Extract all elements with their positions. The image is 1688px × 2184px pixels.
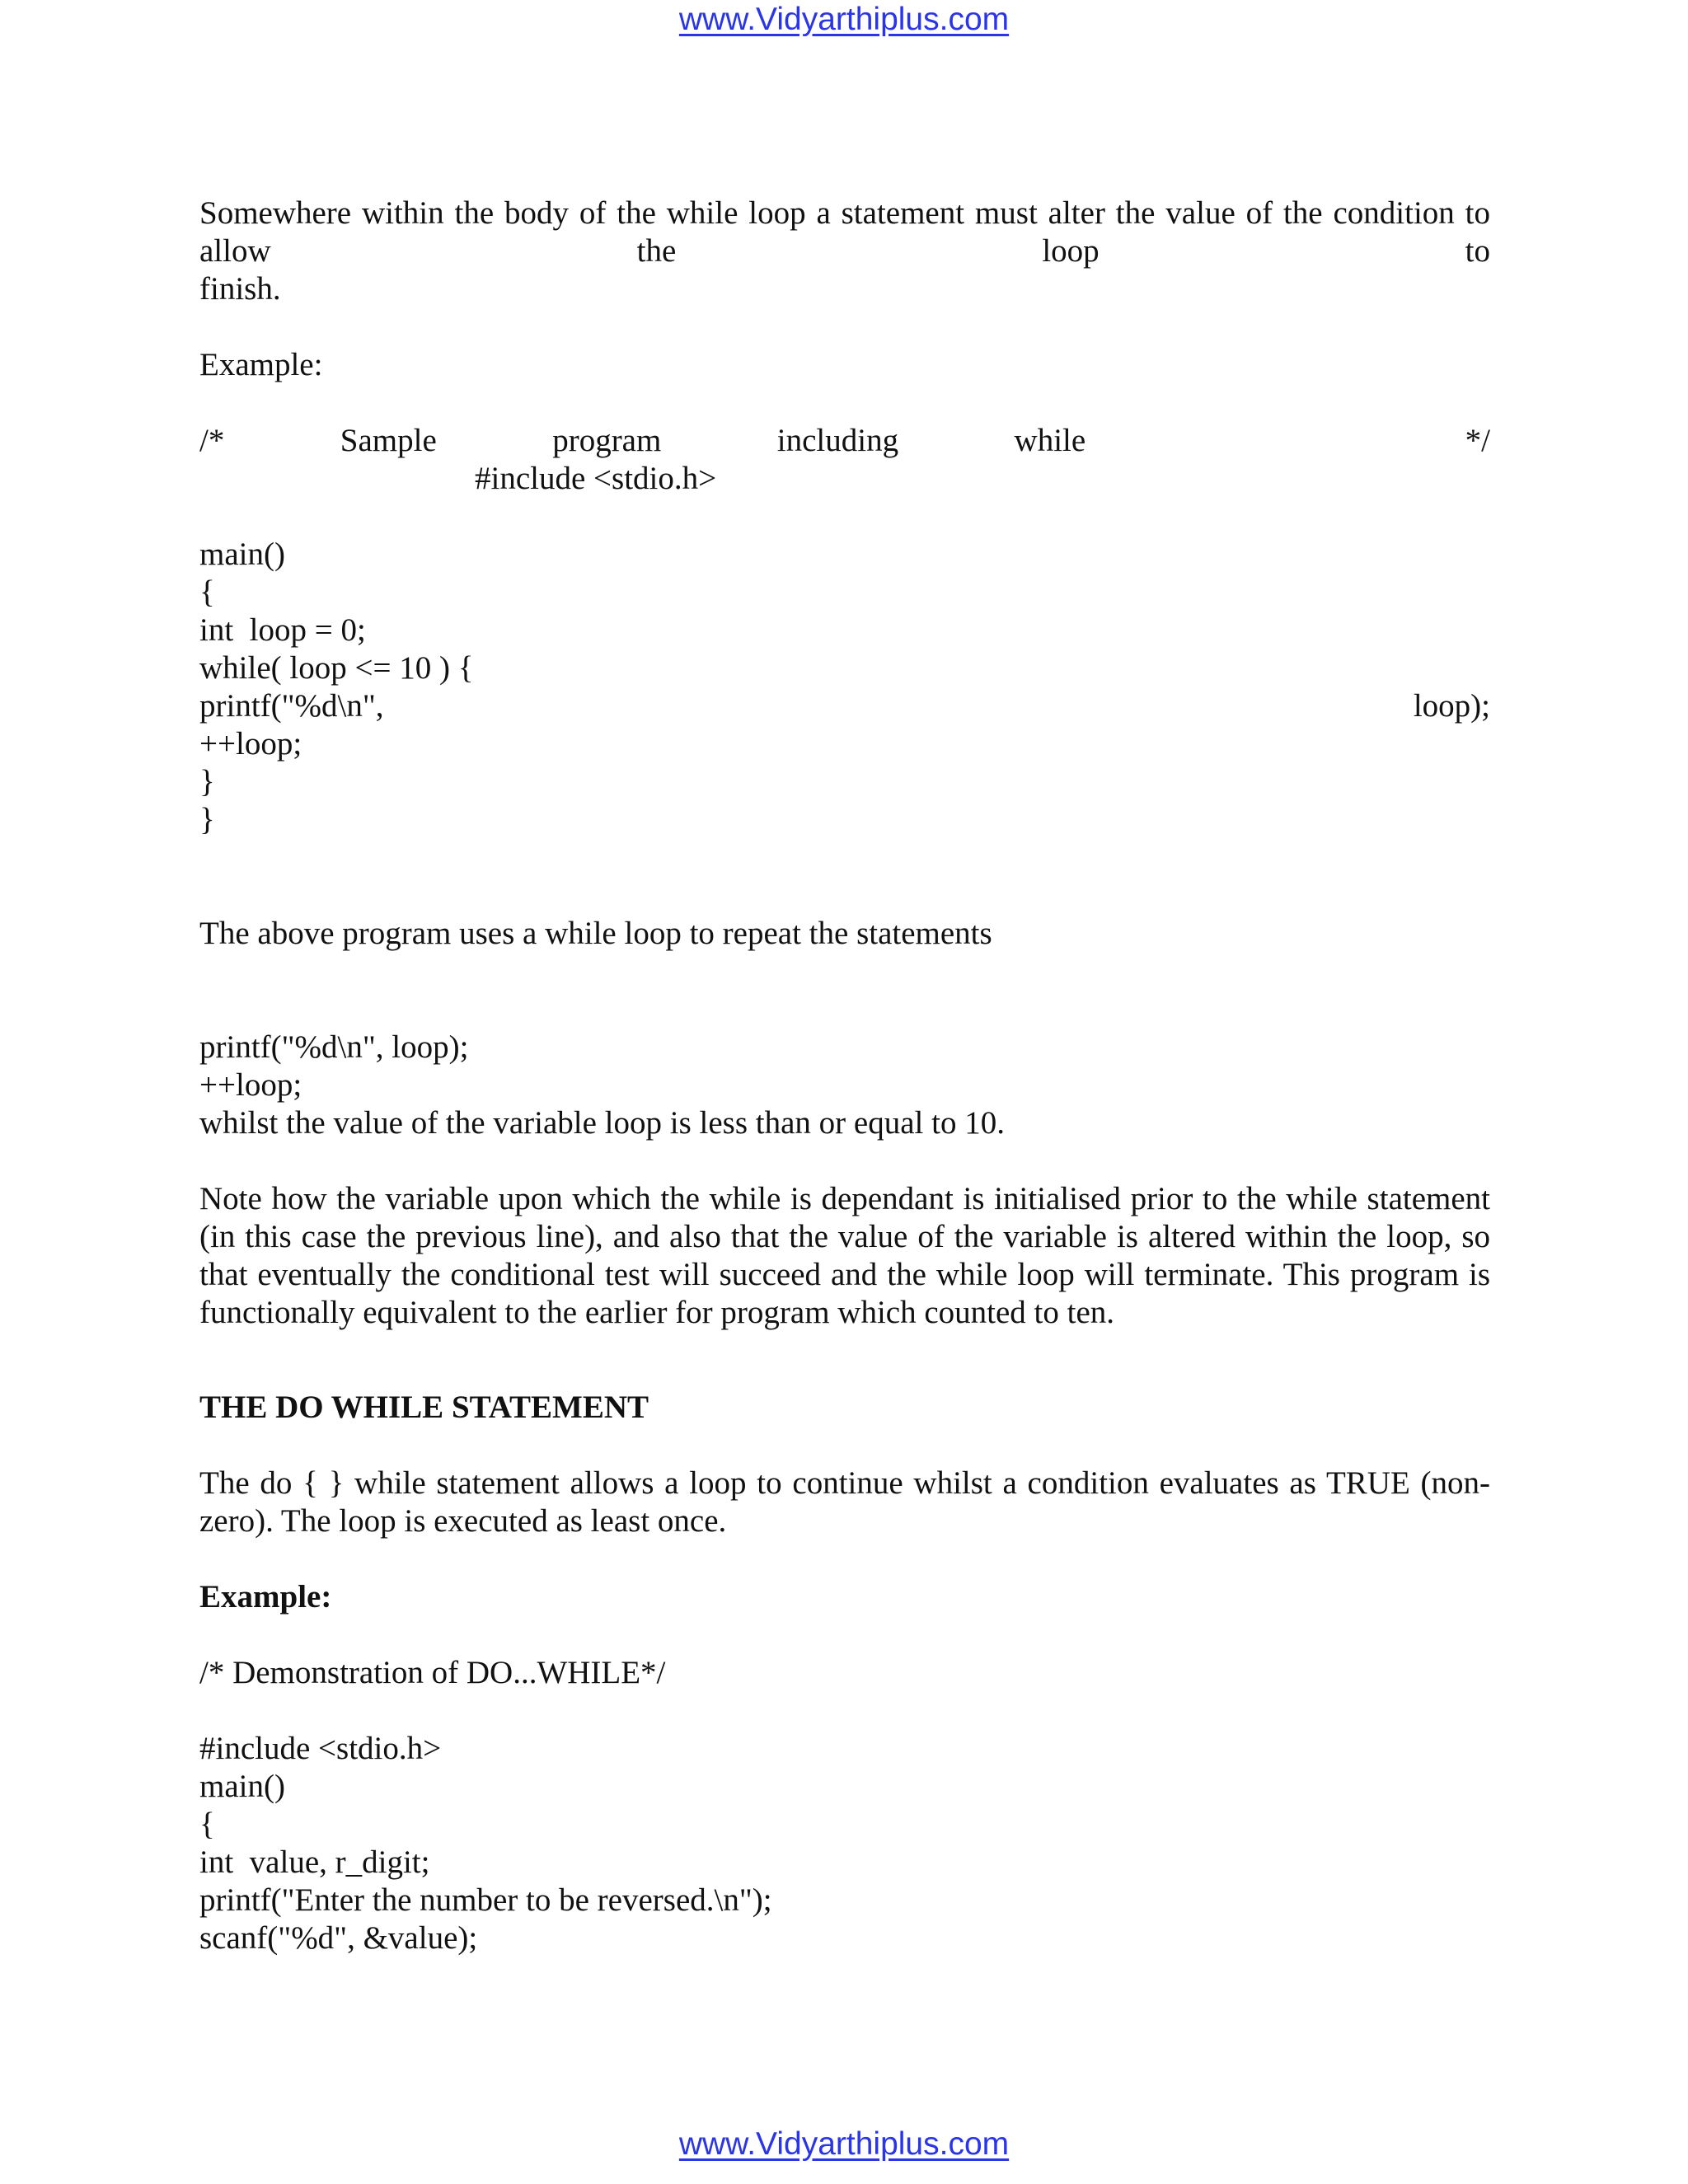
- intro-line-3: finish.: [199, 271, 281, 307]
- code-line: while( loop <= 10 ) {: [199, 650, 474, 686]
- repeat-line: ++loop;: [199, 1067, 302, 1103]
- example-label: Example:: [199, 347, 323, 382]
- printf-right: loop);: [1413, 688, 1490, 724]
- intro-word: to: [1465, 233, 1490, 269]
- comment-word: while: [1014, 423, 1086, 458]
- comment-word: */: [1465, 423, 1490, 458]
- include-line: #include <stdio.h>: [475, 461, 717, 496]
- above-program-text: The above program uses a while loop to repeat the statements: [199, 916, 992, 951]
- code-line: int loop = 0;: [199, 612, 366, 648]
- comment-word: Sample: [340, 423, 437, 458]
- printf-left: printf("%d\n",: [199, 688, 384, 724]
- intro-line-2: [199, 232, 1490, 270]
- do-while-comment: /* Demonstration of DO...WHILE*/: [199, 1655, 666, 1690]
- intro-word: the: [636, 233, 677, 269]
- code-line: main(): [199, 1769, 285, 1804]
- do-while-heading: THE DO WHILE STATEMENT: [199, 1390, 649, 1425]
- code-line: ++loop;: [199, 726, 302, 762]
- code-line: printf("Enter the number to be reversed.\n");: [199, 1882, 772, 1918]
- code-line: main(): [199, 537, 285, 572]
- code-line: }: [199, 764, 215, 799]
- repeat-line: printf("%d\n", loop);: [199, 1029, 469, 1065]
- intro-word: allow: [199, 233, 271, 269]
- code-line: #include <stdio.h>: [199, 1731, 442, 1766]
- code-line: int value, r_digit;: [199, 1844, 430, 1880]
- printf-line: [199, 687, 1490, 725]
- footer-site-link[interactable]: www.Vidyarthiplus.com: [678, 2126, 1010, 2162]
- code-line: scanf("%d", &value);: [199, 1920, 478, 1956]
- code-line: }: [199, 802, 215, 837]
- example-label-bold: Example:: [199, 1579, 332, 1615]
- page-content: [199, 194, 1490, 1957]
- intro-word: loop: [1042, 233, 1100, 269]
- repeat-line: whilst the value of the variable loop is less than or equal to 10.: [199, 1105, 1005, 1141]
- intro-line-1: Somewhere within the body of the while loop a statement must alter the value of the condition to: [199, 195, 1490, 231]
- comment-word: /*: [199, 423, 225, 458]
- note-paragraph: Note how the variable upon which the while is dependant is initialised prior to the while statement (in this case the previous line), and also that the value of the variable is altered within the loop, so that eventually the conditional test will succeed and the while loop will terminate. This program is functionally equivalent to the earlier for program which counted to ten.: [199, 1181, 1490, 1330]
- do-while-description: The do { } while statement allows a loop to continue whilst a condition evaluates as TRUE (non-zero). The loop is executed as least once.: [199, 1465, 1490, 1539]
- header-site-link[interactable]: www.Vidyarthiplus.com: [678, 2, 1010, 37]
- comment-word: program: [552, 423, 662, 458]
- code-line: {: [199, 574, 215, 610]
- code-line: {: [199, 1807, 215, 1842]
- comment-word: including: [776, 423, 899, 458]
- sample-comment-line: [199, 422, 1490, 460]
